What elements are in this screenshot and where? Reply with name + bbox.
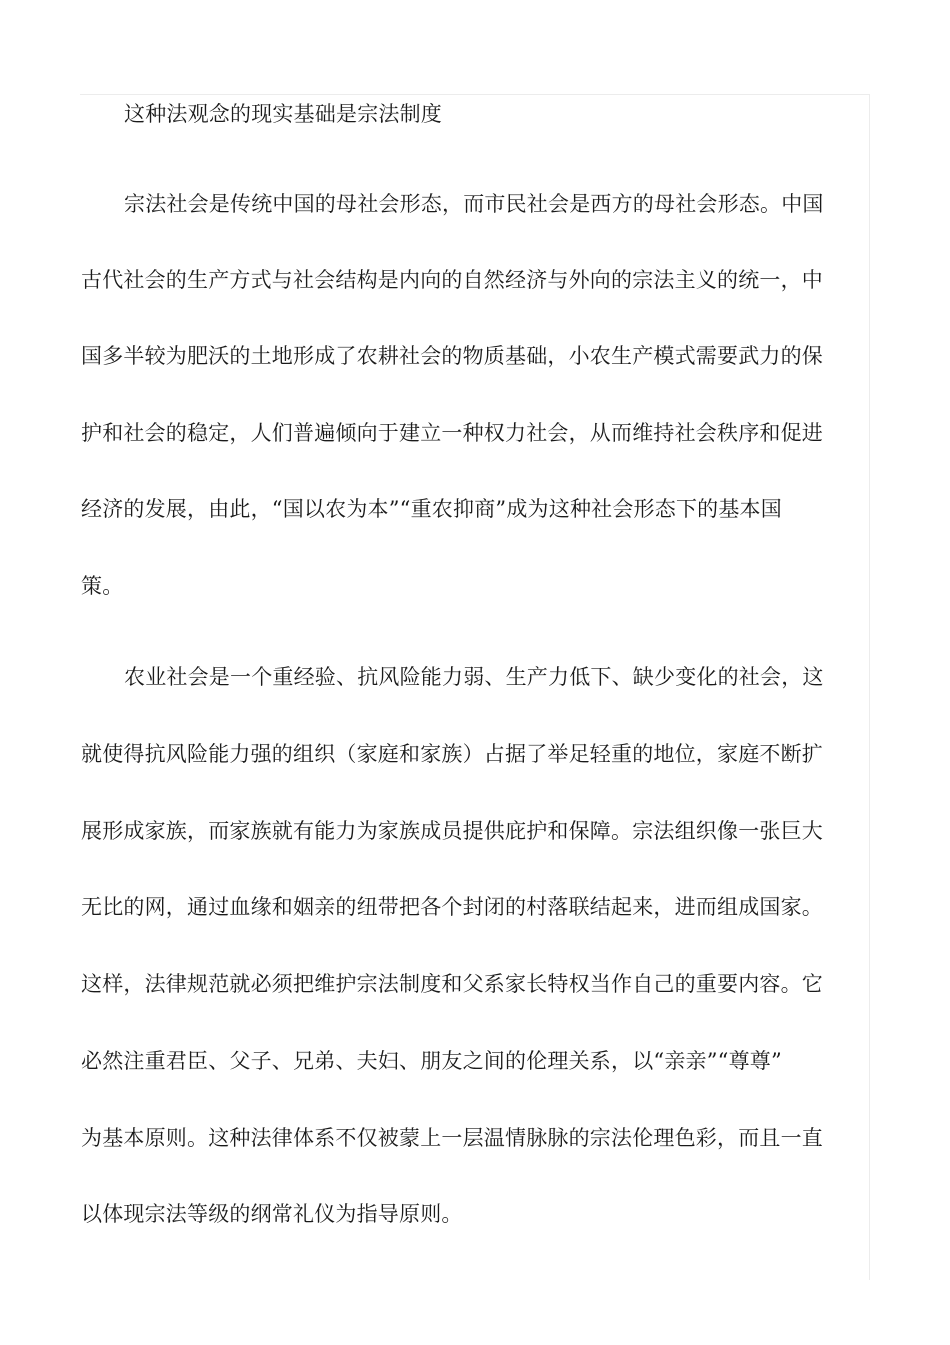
paragraph-line: 展形成家族，而家族就有能力为家族成员提供庇护和保障。宗法组织像一张巨大 (81, 819, 823, 843)
paragraph-line: 无比的网，通过血缘和姻亲的纽带把各个封闭的村落联结起来，进而组成国家。 (81, 895, 823, 919)
paragraph-line: 农业社会是一个重经验、抗风险能力弱、生产力低下、缺少变化的社会，这 (124, 665, 824, 689)
paragraph-line: 国多半较为肥沃的土地形成了农耕社会的物质基础，小农生产模式需要武力的保 (81, 344, 823, 368)
paragraph-line: 古代社会的生产方式与社会结构是内向的自然经济与外向的宗法主义的统一，中 (81, 268, 823, 292)
heading-line: 这种法观念的现实基础是宗法制度 (124, 102, 442, 126)
paragraph-line: 经济的发展，由此，“国以农为本”“重农抑商”成为这种社会形态下的基本国 (81, 497, 782, 521)
paragraph-line: 策。 (81, 574, 124, 598)
paragraph-line: 必然注重君臣、父子、兄弟、夫妇、朋友之间的伦理关系，以“亲亲”“尊尊” (81, 1049, 782, 1073)
paragraph-line: 护和社会的稳定，人们普遍倾向于建立一种权力社会，从而维持社会秩序和促进 (81, 421, 823, 445)
paragraph-line: 这样，法律规范就必须把维护宗法制度和父系家长特权当作自己的重要内容。它 (81, 972, 823, 996)
paragraph-line: 宗法社会是传统中国的母社会形态，而市民社会是西方的母社会形态。中国 (124, 192, 824, 216)
paragraph-line: 为基本原则。这种法律体系不仅被蒙上一层温情脉脉的宗法伦理色彩，而且一直 (81, 1126, 823, 1150)
paragraph-line: 就使得抗风险能力强的组织（家庭和家族）占据了举足轻重的地位，家庭不断扩 (81, 742, 823, 766)
paragraph-line: 以体现宗法等级的纲常礼仪为指导原则。 (81, 1202, 463, 1226)
